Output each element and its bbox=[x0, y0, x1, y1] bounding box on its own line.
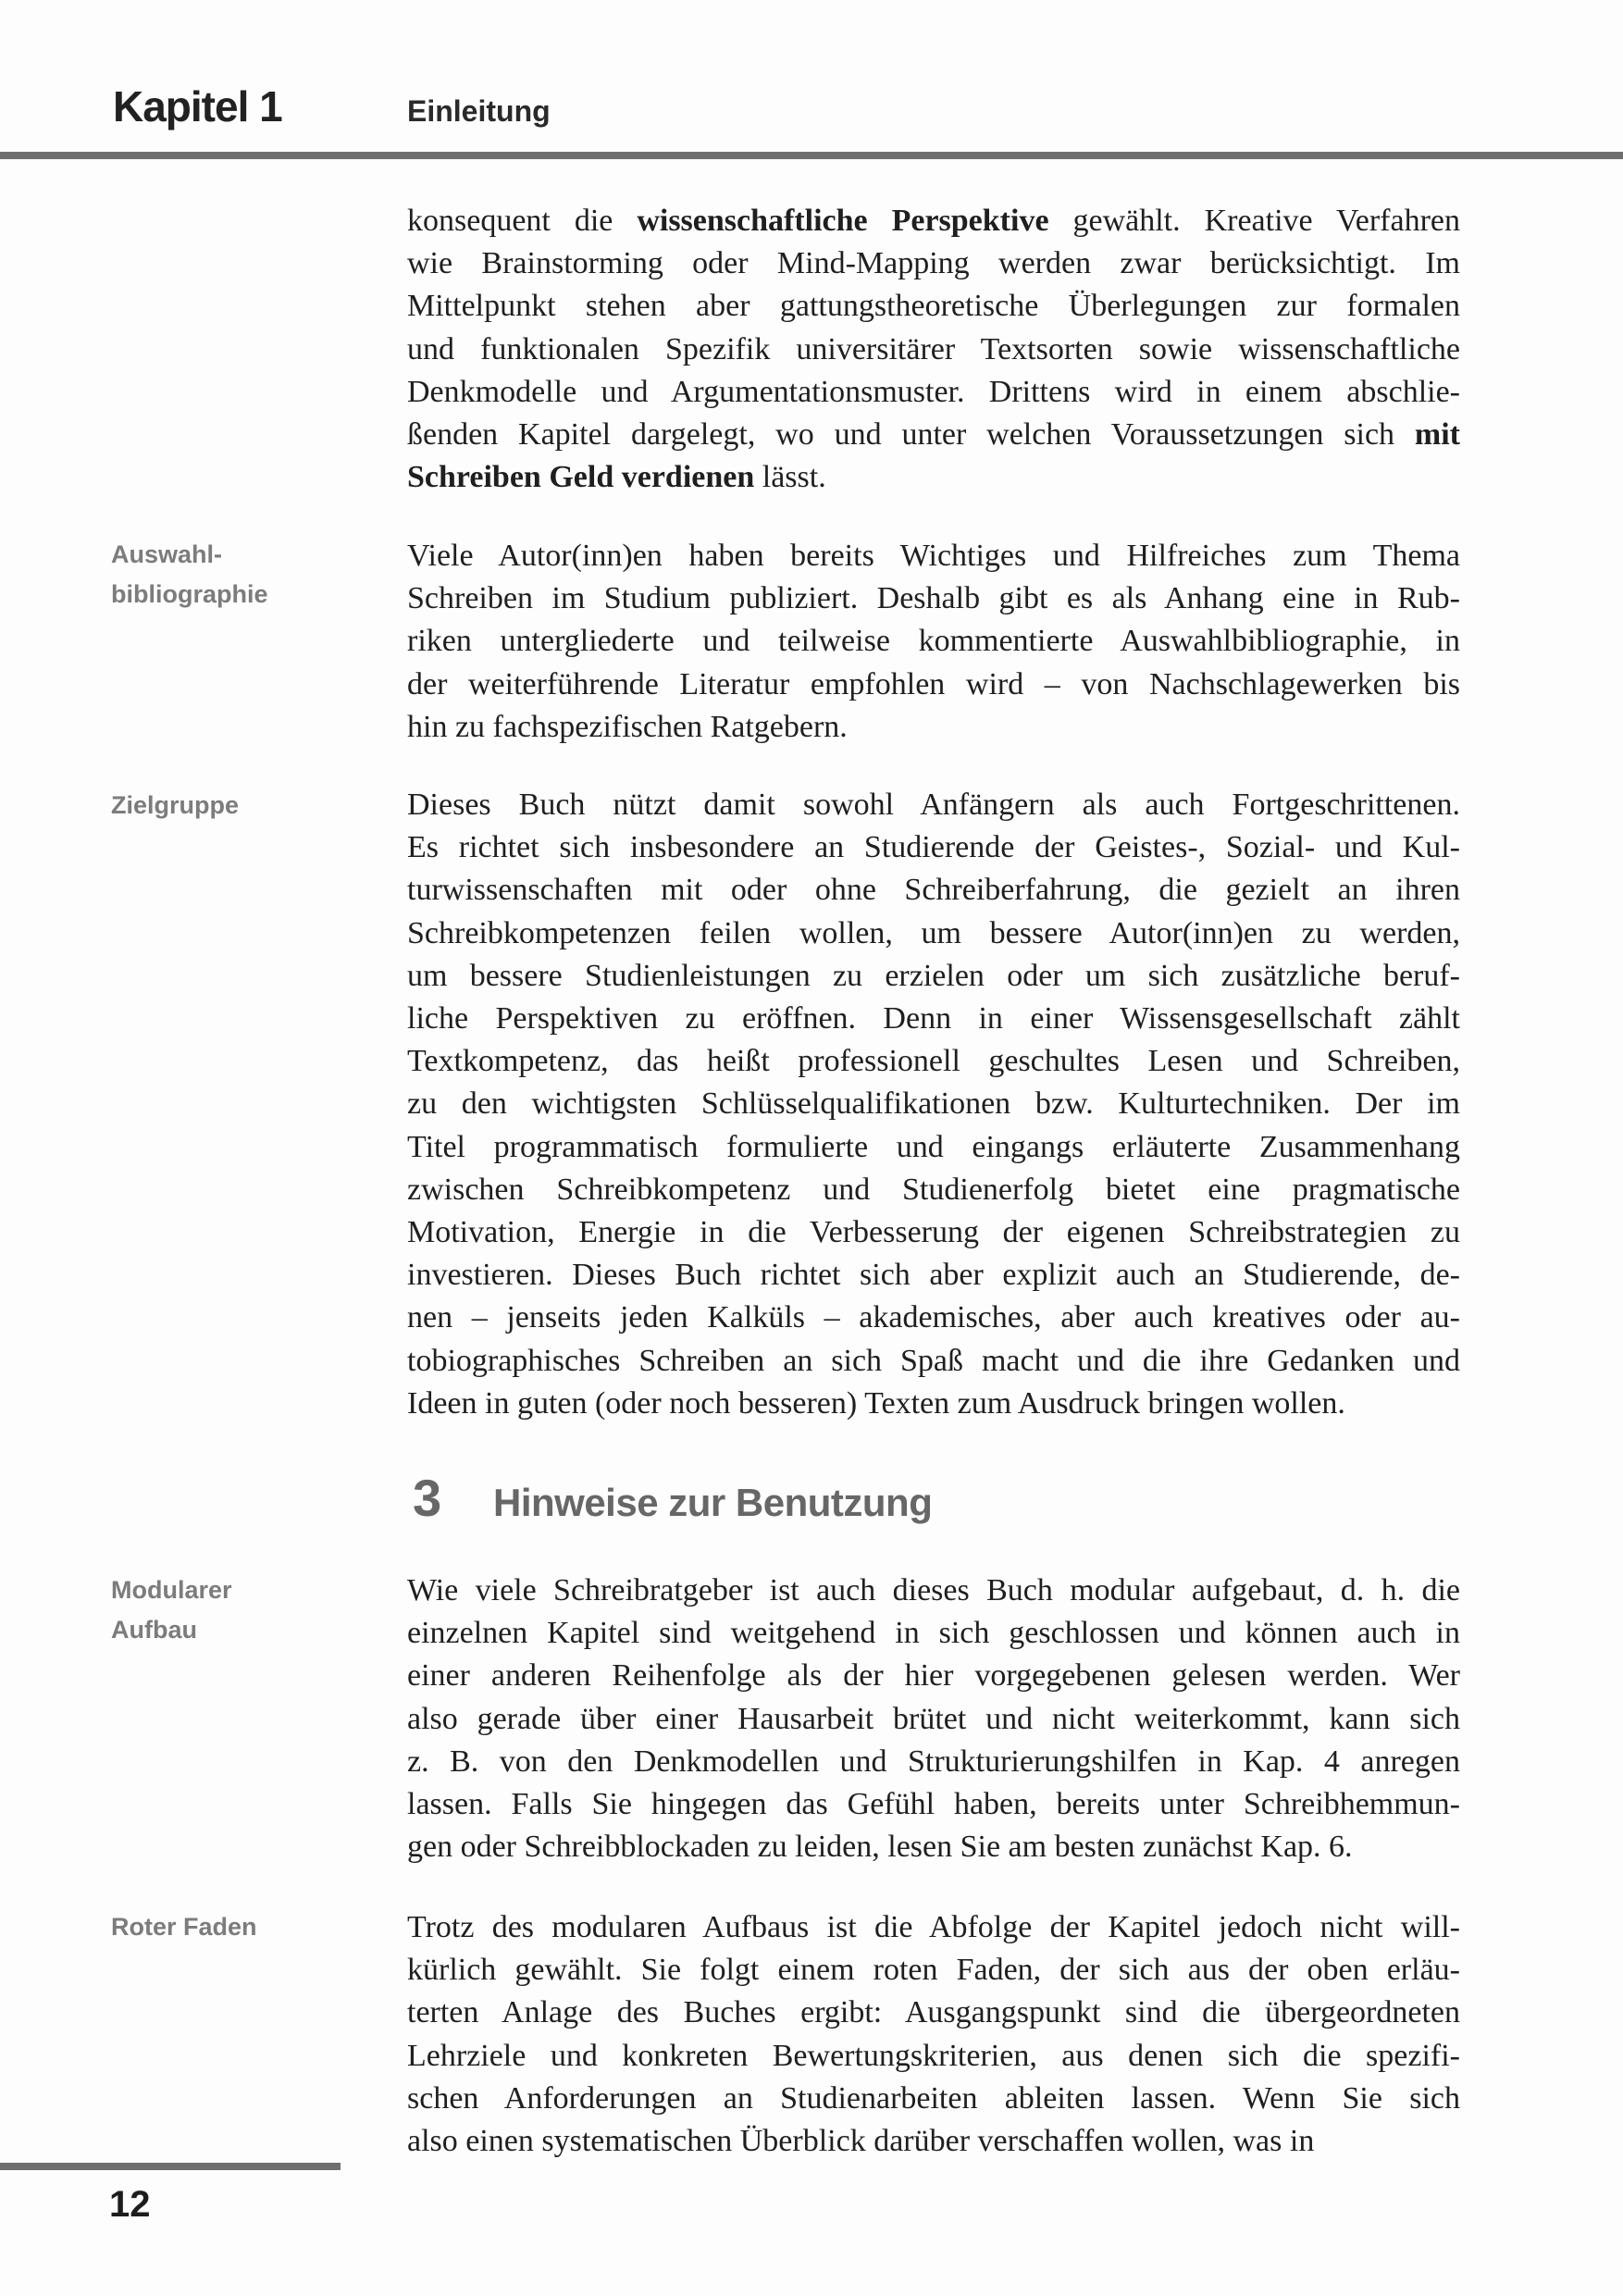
text-line: tobiographisches Schreiben an sich Spaß macht und die ihre Gedanken und bbox=[407, 1343, 1460, 1378]
paragraph-auswahlbibliographie bbox=[407, 535, 1460, 749]
text-line: riken untergliederte und teilweise kommentierte Auswahlbibliographie, in bbox=[407, 624, 1460, 659]
text-line: schen Anforderungen an Studienarbeiten ableiten lassen. Wenn Sie sich bbox=[407, 2080, 1460, 2116]
text-line: zu den wichtigsten Schlüsselqualifikationen bzw. Kulturtechniken. Der im bbox=[407, 1086, 1460, 1122]
text-line: Lehrziele und konkreten Bewertungskriterien, aus denen sich die spezifi- bbox=[407, 2038, 1460, 2073]
margin-label-auswahlbibliographie bbox=[111, 535, 389, 614]
text-line: Titel programmatisch formulierte und eingangs erläuterte Zusammenhang bbox=[407, 1129, 1460, 1164]
margin-label-roter-faden bbox=[111, 1907, 389, 1947]
chapter-number-label: Kapitel 1 bbox=[113, 82, 282, 130]
text-line: nen – jenseits jeden Kalküls – akademisches, aber auch kreatives oder au- bbox=[407, 1300, 1460, 1335]
text-line: Denkmodelle und Argumentationsmuster. Drittens wird in einem abschlie- bbox=[407, 374, 1460, 409]
text-line: terten Anlage des Buches ergibt: Ausgangspunkt sind die übergeordneten bbox=[407, 1995, 1460, 2030]
text-line: gen oder Schreibblockaden zu leiden, lesen Sie am besten zunächst Kap. 6. bbox=[407, 1830, 1353, 1865]
text-line: also gerade über einer Hausarbeit brütet und nicht weiterkommt, kann sich bbox=[407, 1701, 1460, 1736]
paragraph-zielgruppe bbox=[407, 784, 1460, 1425]
text-line: einer anderen Reihenfolge als der hier vorgegebenen gelesen werden. Wer bbox=[407, 1658, 1460, 1694]
section-heading bbox=[407, 1468, 932, 1528]
text-line: turwissenschaften mit oder ohne Schreiberfahrung, die gezielt an ihren bbox=[407, 873, 1460, 908]
margin-label-modularer-aufbau bbox=[111, 1570, 389, 1650]
text-line: konsequent die wissenschaftliche Perspektive gewählt. Kreative Verfahren bbox=[407, 204, 1460, 238]
chapter-title: Einleitung bbox=[407, 94, 551, 128]
text-line: Mittelpunkt stehen aber gattungstheoretische Überlegungen zur formalen bbox=[407, 289, 1460, 324]
text-line: ßenden Kapitel dargelegt, wo und unter welchen Voraussetzungen sich mit bbox=[407, 417, 1460, 453]
text-line: Es richtet sich insbesondere an Studierende der Geistes-, Sozial- und Kul- bbox=[407, 830, 1460, 865]
page-number: 12 bbox=[109, 2184, 151, 2225]
text-line: Ideen in guten (oder noch besseren) Texten zum Ausdruck bringen wollen. bbox=[407, 1385, 1345, 1421]
text-line: Motivation, Energie in die Verbesserung der eigenen Schreibstrategien zu bbox=[407, 1215, 1460, 1250]
text-line: wie Brainstorming oder Mind-Mapping werden zwar berücksichtigt. Im bbox=[407, 246, 1460, 281]
text-line: Trotz des modularen Aufbaus ist die Abfolge der Kapitel jedoch nicht will- bbox=[407, 1910, 1460, 1944]
text-line: Modularer bbox=[111, 1576, 232, 1604]
text-line: Textkompetenz, das heißt professionell geschultes Lesen und Schreiben, bbox=[407, 1044, 1460, 1079]
paragraph-modularer-aufbau bbox=[407, 1570, 1460, 1868]
text-line: z. B. von den Denkmodellen und Strukturierungshilfen in Kap. 4 anregen bbox=[407, 1744, 1460, 1779]
text-line: also einen systematischen Überblick darüber verschaffen wollen, was in bbox=[407, 2124, 1315, 2159]
text-line: Auswahl- bbox=[111, 540, 223, 568]
footer-rule bbox=[0, 2163, 341, 2170]
text-line: lassen. Falls Sie hingegen das Gefühl haben, bereits unter Schreibhemmun- bbox=[407, 1787, 1460, 1822]
text-line: einzelnen Kapitel sind weitgehend in sich geschlossen und können auch in bbox=[407, 1616, 1460, 1651]
text-line: zwischen Schreibkompetenz und Studienerfolg bietet eine pragmatische bbox=[407, 1172, 1460, 1207]
text-line: Zielgruppe bbox=[111, 791, 240, 819]
margin-label-zielgruppe bbox=[111, 786, 389, 825]
text-line: um bessere Studienleistungen zu erzielen oder um sich zusätzliche beruf- bbox=[407, 958, 1460, 993]
text-line: bibliographie bbox=[111, 580, 268, 608]
text-line: Viele Autor(inn)en haben bereits Wichtiges und Hilfreiches zum Thema bbox=[407, 539, 1460, 573]
text-line: Wie viele Schreibratgeber ist auch dieses Buch modular aufgebaut, d. h. die bbox=[407, 1573, 1460, 1607]
section-title: Hinweise zur Benutzung bbox=[493, 1481, 933, 1524]
text-line: hin zu fachspezifischen Ratgebern. bbox=[407, 709, 848, 744]
text-line: Roter Faden bbox=[111, 1913, 257, 1941]
text-line: Dieses Buch nützt damit sowohl Anfängern als auch Fortgeschrittenen. bbox=[407, 788, 1460, 822]
text-line: liche Perspektiven zu eröffnen. Denn in einer Wissensgesellschaft zählt bbox=[407, 1001, 1460, 1036]
paragraph-roter-faden bbox=[407, 1906, 1460, 2163]
text-line: Schreiben im Studium publiziert. Deshalb gibt es als Anhang eine in Rub- bbox=[407, 581, 1460, 616]
text-line: Schreibkompetenzen feilen wollen, um bessere Autor(inn)en zu werden, bbox=[407, 915, 1460, 950]
text-line: und funktionalen Spezifik universitärer Textsorten sowie wissenschaftliche bbox=[407, 331, 1460, 366]
text-line: der weiterführende Literatur empfohlen wird – von Nachschlagewerken bis bbox=[407, 666, 1460, 701]
paragraph-intro-continuation bbox=[407, 200, 1460, 499]
text-line: Aufbau bbox=[111, 1616, 197, 1644]
text-line: Schreiben Geld verdienen lässt. bbox=[407, 460, 826, 495]
header-rule bbox=[0, 152, 1623, 159]
text-line: investieren. Dieses Buch richtet sich aber explizit auch an Studierende, de- bbox=[407, 1258, 1460, 1293]
section-number: 3 bbox=[413, 1469, 441, 1527]
text-line: kürlich gewählt. Sie folgt einem roten Faden, der sich aus der oben erläu- bbox=[407, 1953, 1460, 1988]
